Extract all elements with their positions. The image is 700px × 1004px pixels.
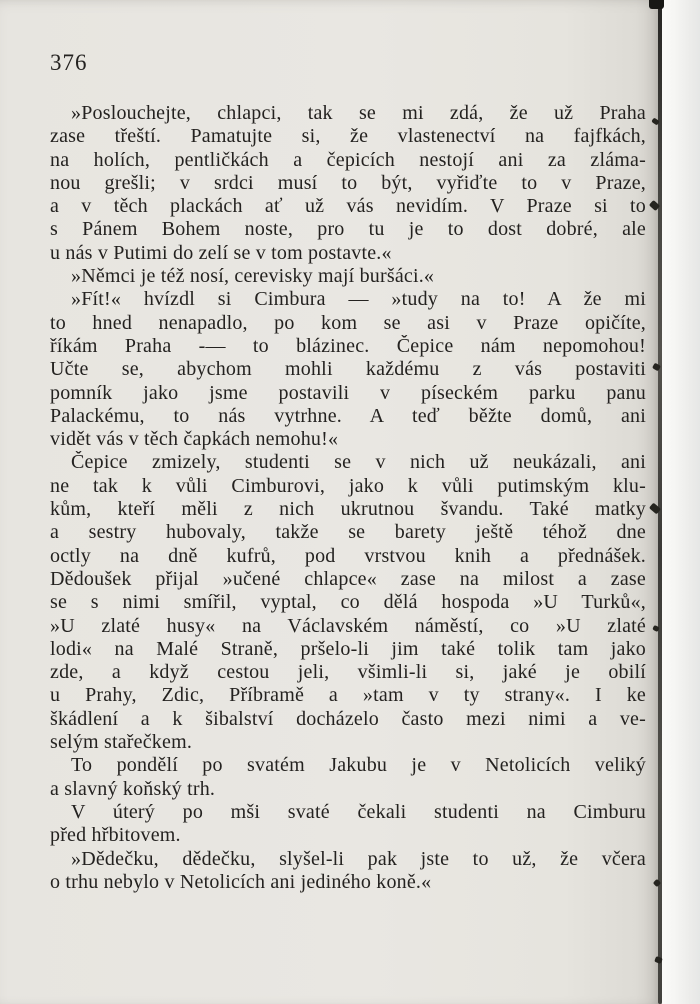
text-line: octly na dně kufrů, pod vrstvou knih a přednášek.	[50, 544, 646, 567]
text-line: Učte se, abychom mohli každému z vás postaviti	[50, 358, 646, 381]
text-line: na holích, pentličkách a čepicích nestojí ani za zláma-	[50, 148, 646, 171]
text-line: a v těch plackách ať už vás nevidím. V Praze si to	[50, 195, 646, 218]
text-line: vidět vás v těch čapkách nemohu!«	[50, 428, 339, 451]
text-line: Čepice zmizely, studenti se v nich už neukázali, ani	[71, 451, 646, 474]
text-line: o trhu nebylo v Netolicích ani jediného koně.«	[50, 870, 432, 893]
text-line: u Prahy, Zdic, Příbramě a »tam v ty strany«. I ke	[50, 684, 646, 707]
paragraph	[50, 848, 646, 895]
text-line: a slavný koňský trh.	[50, 777, 216, 800]
text-line: škádlení a k šibalství docházelo často mezi nimi a ve-	[50, 707, 646, 730]
text-line: »U zlaté husy« na Václavském náměstí, co »U zlaté	[50, 614, 646, 637]
page-edge-line	[658, 0, 662, 1004]
text-line: Palackému, to nás vytrhne. A teď běžte domů, ani	[50, 404, 646, 427]
text-line: říkám Praha -— to blázinec. Čepice nám nepomohou!	[50, 334, 646, 357]
text-line: a sestry hubovaly, takže se barety ještě téhož dne	[50, 521, 646, 544]
text-line: V úterý po mši svaté čekali studenti na Cimburu	[71, 800, 646, 823]
paragraph	[50, 754, 646, 801]
page-number: 376	[50, 50, 88, 75]
text-line: »Fít!« hvízdl si Cimbura — »tudy na to! A že mi	[71, 288, 646, 311]
text-line: to hned nenapadlo, po kom se asi v Praze opičíte,	[50, 311, 646, 334]
text-line: selým stařečkem.	[50, 731, 193, 754]
paragraph	[50, 102, 646, 265]
text-line: To pondělí po svatém Jakubu je v Netolicích veliký	[71, 754, 646, 777]
text-line: se s nimi smířil, vyptal, co dělá hospoda »U Turků«,	[50, 591, 646, 614]
paragraph	[50, 288, 646, 451]
text-line: zase třeští. Pamatujte si, že vlastenectví na fajfkách,	[50, 125, 646, 148]
text-line: kům, kteří měli z nich ukrutnou švandu. Také matky	[50, 498, 646, 521]
text-line: pomník jako jsme postavili v píseckém parku panu	[50, 381, 646, 404]
text-line: »Němci je též nosí, cerevisky mají buršáci.«	[71, 265, 435, 288]
text-line: u nás v Putimi do zelí se v tom postavte.«	[50, 241, 392, 264]
paragraph	[50, 451, 646, 754]
text-line: s Pánem Bohem noste, pro tu je to dost dobré, ale	[50, 218, 646, 241]
text-line: »Poslouchejte, chlapci, tak se mi zdá, že už Praha	[71, 102, 646, 124]
page-right-margin	[662, 0, 700, 1004]
text-line: zde, a když cestou jeli, všimli-li si, jaké je obilí	[50, 661, 646, 684]
text-line: Dědoušek přijal »učené chlapce« zase na milost a zase	[50, 567, 646, 590]
text-line: lodi« na Malé Straně, pršelo-li jim také tolik tam jako	[50, 637, 646, 660]
text-line: před hřbitovem.	[50, 824, 181, 847]
text-block	[50, 102, 646, 894]
paragraph	[50, 265, 646, 288]
text-line: ne tak k vůli Cimburovi, jako k vůli putimským klu-	[50, 474, 646, 497]
text-line: nou grešli; v srdci musí to být, vyřiďte to v Praze,	[50, 171, 646, 194]
page-edge-corner-mark	[649, 0, 664, 9]
paragraph	[50, 801, 646, 848]
text-line: »Dědečku, dědečku, slyšel-li pak jste to už, že včera	[71, 847, 646, 870]
